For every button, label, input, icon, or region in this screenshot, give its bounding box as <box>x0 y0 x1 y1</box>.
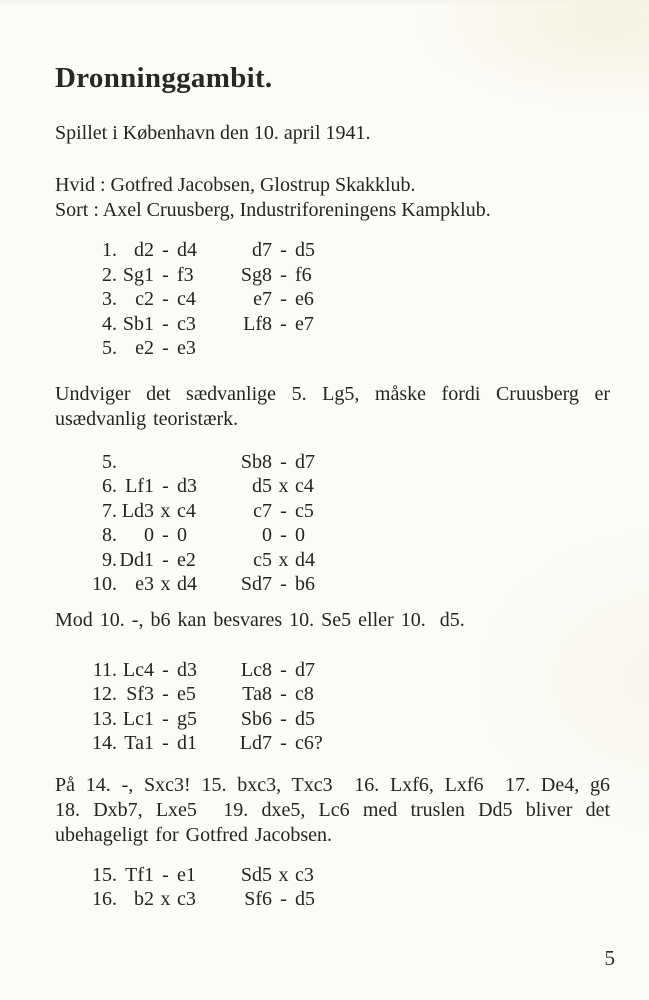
black-move-to: d5 <box>295 707 315 730</box>
white-move-to: e3 <box>177 337 196 359</box>
move-number: 6. <box>102 475 117 497</box>
white-move-from <box>117 450 154 475</box>
white-move-to <box>177 450 229 475</box>
white-move-from: Dd1 <box>119 548 154 571</box>
move-row <box>55 499 610 524</box>
black-move-from: c7 <box>253 499 272 522</box>
black-move-separator: - <box>280 573 287 595</box>
white-move-from: Tf1 <box>125 863 154 886</box>
black-move-separator: - <box>280 658 287 681</box>
move-row <box>55 474 610 499</box>
move-number: 14. <box>92 732 117 754</box>
annotation-paragraph-3 <box>55 773 610 848</box>
paragraph-line: Mod 10. -, b6 kan besvares 10. Se5 eller 10. d5. <box>55 608 465 631</box>
move-number: 13. <box>92 707 117 730</box>
black-move-separator: - <box>280 263 287 286</box>
white-move-separator: x <box>160 499 171 522</box>
move-number: 5. <box>102 450 117 473</box>
move-row <box>55 287 610 312</box>
white-move-from: Lf1 <box>125 475 154 497</box>
move-row <box>55 863 610 888</box>
white-move-from: Lc4 <box>122 658 154 681</box>
move-number: 8. <box>102 524 117 546</box>
move-row <box>55 523 610 548</box>
black-move-from: e7 <box>253 288 272 310</box>
move-number: 5. <box>102 337 117 359</box>
black-move-separator: - <box>280 707 287 730</box>
black-move-separator <box>272 336 295 361</box>
white-move-from: b2 <box>134 888 154 910</box>
white-move-separator: - <box>162 863 169 886</box>
black-move-from: Sd7 <box>240 573 272 595</box>
white-move-separator: - <box>162 683 169 705</box>
white-move-separator: - <box>162 707 169 730</box>
players-block <box>55 173 610 223</box>
white-move-separator: - <box>162 658 169 681</box>
move-row <box>55 707 610 732</box>
paragraph-line: ubehageligt for Gotfred Jacobsen. <box>55 823 333 846</box>
black-move-to: c3 <box>295 863 314 886</box>
black-move-separator: x <box>278 475 289 497</box>
black-move-to: 0 <box>295 524 305 546</box>
black-move-separator: x <box>278 863 289 886</box>
black-move-separator: - <box>280 499 287 522</box>
move-row <box>55 548 610 573</box>
white-move-from: Lc1 <box>122 707 154 730</box>
black-move-from: d5 <box>252 475 272 497</box>
white-move-separator: - <box>162 337 169 359</box>
white-move-to: c4 <box>177 499 196 522</box>
black-move-to: d4 <box>295 548 315 571</box>
white-move-separator: - <box>162 312 169 335</box>
move-row <box>55 731 610 756</box>
move-number: 16. <box>92 888 117 910</box>
move-block-2 <box>55 450 610 597</box>
white-move-to: e5 <box>177 683 196 705</box>
black-move-to: c5 <box>295 499 314 522</box>
game-date-line: Spillet i København den 10. april 1941. <box>55 122 371 144</box>
move-number: 11. <box>92 658 117 681</box>
white-move-from: Sg1 <box>122 263 154 286</box>
white-move-from: e2 <box>135 337 154 359</box>
white-move-separator: - <box>162 548 169 571</box>
paragraph-line: 18. Dxb7, Lxe5 19. dxe5, Lc6 med truslen Dd5 bliver det <box>55 798 610 821</box>
page-number: 5 <box>604 946 615 970</box>
white-player-line: Hvid : Gotfred Jacobsen, Glostrup Skakklub. <box>55 174 416 196</box>
move-row <box>55 450 610 475</box>
white-move-to: g5 <box>177 707 197 730</box>
page-title: Dronninggambit. <box>55 62 273 94</box>
move-number: 7. <box>102 499 117 522</box>
move-number: 1. <box>102 239 117 261</box>
white-move-to: d1 <box>177 732 197 754</box>
white-move-to: 0 <box>177 524 187 546</box>
paragraph-line: Undviger det sædvanlige 5. Lg5, måske fordi Cruusberg er <box>55 382 610 405</box>
black-move-to: e6 <box>295 288 314 310</box>
black-move-to: c4 <box>295 475 314 497</box>
white-move-separator: - <box>162 263 169 286</box>
black-move-from: Sg8 <box>240 263 272 286</box>
white-move-from: Ta1 <box>124 732 154 754</box>
move-row <box>55 336 610 361</box>
white-move-from: Ld3 <box>121 499 154 522</box>
black-player-line: Sort : Axel Cruusberg, Industriforeningens Kampklub. <box>55 199 491 221</box>
black-move-separator: - <box>280 524 287 546</box>
paragraph-line: usædvanlig teoristærk. <box>55 407 239 430</box>
white-move-from: c2 <box>135 288 154 310</box>
black-move-from: Sb6 <box>240 707 272 730</box>
white-move-separator <box>154 450 177 475</box>
black-move-from: Ta8 <box>242 683 272 705</box>
move-row <box>55 887 610 912</box>
white-move-separator: - <box>162 239 169 261</box>
move-row <box>55 682 610 707</box>
black-move-from: Lf8 <box>243 312 272 335</box>
move-block-1 <box>55 238 610 361</box>
black-move-separator: - <box>280 239 287 261</box>
move-number: 10. <box>92 573 117 595</box>
black-move-from: c5 <box>253 548 272 571</box>
black-move-to: d7 <box>295 450 315 473</box>
white-move-separator: - <box>162 524 169 546</box>
black-move-separator: - <box>280 312 287 335</box>
white-move-to: d3 <box>177 658 197 681</box>
move-row <box>55 238 610 263</box>
white-move-from: 0 <box>144 524 154 546</box>
white-move-separator: x <box>160 888 171 910</box>
white-move-from: e3 <box>135 573 154 595</box>
black-move-to: f6 <box>295 263 312 286</box>
white-move-to: f3 <box>177 263 194 286</box>
black-move-separator: x <box>278 548 289 571</box>
white-move-to: e1 <box>177 863 196 886</box>
white-move-to: d4 <box>177 573 197 595</box>
move-block-4 <box>55 863 610 912</box>
black-move-from: d7 <box>252 239 272 261</box>
move-row <box>55 312 610 337</box>
white-move-separator: - <box>162 732 169 754</box>
white-move-separator: - <box>162 475 169 497</box>
white-move-from: Sf3 <box>126 683 154 705</box>
white-move-to: c3 <box>177 888 196 910</box>
annotation-paragraph-1 <box>55 382 610 432</box>
white-move-to: e2 <box>177 548 196 571</box>
black-move-to: b6 <box>295 573 315 595</box>
black-move-from: Sf6 <box>244 888 272 910</box>
black-move-to: d5 <box>295 239 315 261</box>
move-row <box>55 263 610 288</box>
annotation-paragraph-2 <box>55 608 610 633</box>
black-move-separator: - <box>280 732 287 754</box>
move-number: 15. <box>92 863 117 886</box>
white-move-from: d2 <box>134 239 154 261</box>
move-row <box>55 572 610 597</box>
move-number: 2. <box>102 263 117 286</box>
black-move-from: Ld7 <box>239 732 272 754</box>
white-move-from: Sb1 <box>122 312 154 335</box>
move-number: 4. <box>102 312 117 335</box>
black-move-from <box>229 336 272 361</box>
black-move-from: Lc8 <box>240 658 272 681</box>
white-move-to: d3 <box>177 475 197 497</box>
black-move-to: c6? <box>295 732 323 754</box>
white-move-to: c4 <box>177 288 196 310</box>
move-number: 12. <box>92 683 117 705</box>
white-move-separator: x <box>160 573 171 595</box>
move-row <box>55 658 610 683</box>
black-move-to: d5 <box>295 888 315 910</box>
black-move-to: d7 <box>295 658 315 681</box>
paragraph-line: På 14. -, Sxc3! 15. bxc3, Txc3 16. Lxf6, Lxf6 17. De4, g6 <box>55 773 610 796</box>
black-move-to: e7 <box>295 312 314 335</box>
move-number: 3. <box>102 288 117 310</box>
black-move-from: Sd5 <box>240 863 272 886</box>
black-move-separator: - <box>280 450 287 473</box>
move-number: 9. <box>102 548 117 571</box>
black-move-from: 0 <box>262 524 272 546</box>
black-move-separator: - <box>280 288 287 310</box>
move-block-3 <box>55 658 610 756</box>
white-move-to: d4 <box>177 239 197 261</box>
black-move-separator: - <box>280 683 287 705</box>
black-move-from: Sb8 <box>240 450 272 473</box>
black-move-separator: - <box>280 888 287 910</box>
white-move-separator: - <box>162 288 169 310</box>
black-move-to: c8 <box>295 683 314 705</box>
white-move-to: c3 <box>177 312 196 335</box>
